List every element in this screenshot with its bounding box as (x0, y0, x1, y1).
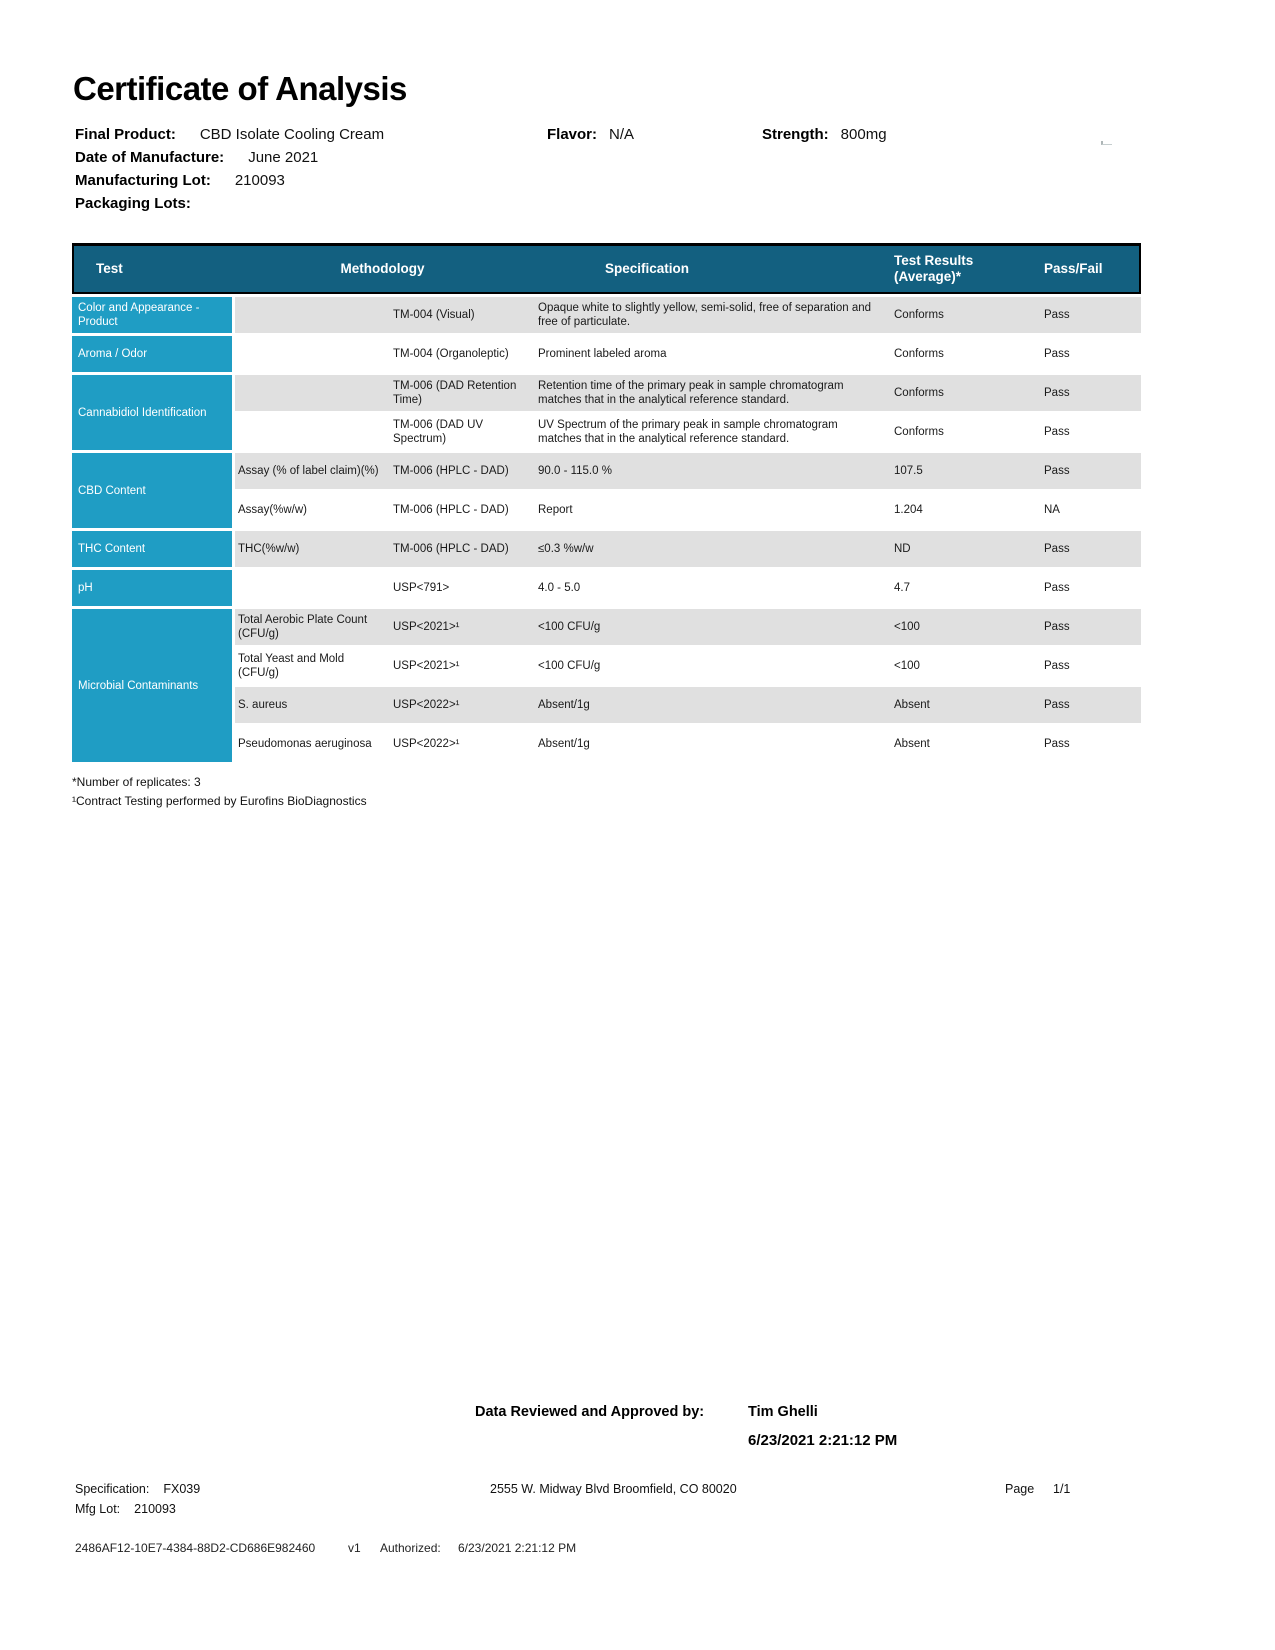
test-cell: Microbial Contaminants (72, 609, 235, 762)
test-cell: CBD Content (72, 453, 235, 528)
approval-datetime: 6/23/2021 2:21:12 PM (748, 1432, 898, 1449)
sub-test-cell (235, 375, 390, 411)
date-of-manufacture-label: Date of Manufacture: (75, 149, 225, 166)
sub-test-cell (235, 570, 390, 606)
spec-cell: Absent/1g (530, 687, 886, 723)
passfail-cell: NA (1038, 492, 1141, 528)
sub-test-cell (235, 336, 390, 372)
test-cell: Aroma / Odor (72, 336, 235, 372)
passfail-cell: Pass (1038, 531, 1141, 567)
passfail-cell: Pass (1038, 297, 1141, 333)
sub-test-cell (235, 297, 390, 333)
passfail-cell: Pass (1038, 375, 1141, 411)
passfail-cell: Pass (1038, 414, 1141, 450)
approval-label: Data Reviewed and Approved by: (475, 1404, 705, 1420)
result-cell: Absent (886, 726, 1038, 762)
method-cell: TM-004 (Visual) (390, 297, 530, 333)
result-cell: Conforms (886, 375, 1038, 411)
table-row (72, 570, 1141, 606)
flavor-value: N/A (609, 126, 635, 143)
test-cell: pH (72, 570, 235, 606)
method-cell: TM-006 (HPLC - DAD) (390, 492, 530, 528)
final-product-value: CBD Isolate Cooling Cream (199, 126, 385, 143)
header-pass-fail: Pass/Fail (1038, 243, 1141, 294)
authorized-datetime: 6/23/2021 2:21:12 PM (458, 1541, 577, 1555)
passfail-cell: Pass (1038, 648, 1141, 684)
spec-cell: Retention time of the primary peak in sample chromatogram matches that in the analytical reference standard. (530, 375, 886, 411)
spec-cell: <100 CFU/g (530, 648, 886, 684)
method-cell: USP<2021>¹ (390, 609, 530, 645)
footnotes (72, 773, 1141, 811)
manufacturing-lot-line (75, 172, 1195, 195)
method-cell: USP<2022>¹ (390, 687, 530, 723)
final-product-line (75, 126, 1195, 149)
sub-test-cell: THC(%w/w) (235, 531, 390, 567)
strength-label: Strength: (762, 126, 829, 143)
strength-pair (762, 126, 887, 143)
packaging-lots-line (75, 195, 1195, 218)
mfg-lot-value: 210093 (134, 1502, 176, 1516)
document-version: v1 (348, 1541, 361, 1555)
result-cell: Conforms (886, 414, 1038, 450)
packaging-lots-label: Packaging Lots: (75, 195, 191, 212)
sub-test-cell: Assay (% of label claim)(%) (235, 453, 390, 489)
method-cell: USP<2022>¹ (390, 726, 530, 762)
strength-value: 800mg (840, 126, 887, 143)
header-test: Test (72, 243, 235, 294)
result-cell: ND (886, 531, 1038, 567)
sub-test-cell (235, 414, 390, 450)
authorized-label: Authorized: (380, 1541, 441, 1555)
result-cell: 1.204 (886, 492, 1038, 528)
table-row (72, 531, 1141, 567)
method-cell: TM-004 (Organoleptic) (390, 336, 530, 372)
sub-test-cell: Assay(%w/w) (235, 492, 390, 528)
method-cell: TM-006 (HPLC - DAD) (390, 531, 530, 567)
result-cell: 107.5 (886, 453, 1038, 489)
footer-specification (75, 1482, 200, 1496)
results-table (72, 240, 1141, 765)
result-cell: Conforms (886, 336, 1038, 372)
test-cell: Cannabidiol Identification (72, 375, 235, 450)
header-specification: Specification (530, 243, 886, 294)
final-product-label: Final Product: (75, 126, 176, 143)
flavor-pair (547, 126, 634, 143)
result-cell: Absent (886, 687, 1038, 723)
footnote-contract-testing: ¹Contract Testing performed by Eurofins BioDiagnostics (72, 794, 367, 808)
page-title: Certificate of Analysis (73, 70, 407, 107)
sub-test-cell: Total Yeast and Mold (CFU/g) (235, 648, 390, 684)
result-cell: <100 (886, 648, 1038, 684)
spec-cell: Opaque white to slightly yellow, semi-solid, free of separation and free of particulate. (530, 297, 886, 333)
passfail-cell: Pass (1038, 570, 1141, 606)
spec-cell: ≤0.3 %w/w (530, 531, 886, 567)
test-cell: Color and Appearance - Product (72, 297, 235, 333)
manufacturing-lot-value: 210093 (234, 172, 285, 189)
document-id: 2486AF12-10E7-4384-88D2-CD686E982460 (75, 1541, 316, 1555)
result-cell: <100 (886, 609, 1038, 645)
spec-cell: Prominent labeled aroma (530, 336, 886, 372)
header-methodology: Methodology (235, 243, 530, 294)
passfail-cell: Pass (1038, 609, 1141, 645)
passfail-cell: Pass (1038, 687, 1141, 723)
table-row (72, 375, 1141, 411)
specification-label: Specification: (75, 1482, 150, 1496)
spec-cell: Report (530, 492, 886, 528)
method-cell: TM-006 (DAD Retention Time) (390, 375, 530, 411)
date-of-manufacture-value: June 2021 (248, 149, 319, 166)
specification-value: FX039 (163, 1482, 201, 1496)
date-of-manufacture-line (75, 149, 1195, 172)
header-test-results: Test Results (Average)* (886, 243, 1038, 294)
sub-test-cell: Pseudomonas aeruginosa (235, 726, 390, 762)
table-header-row (72, 243, 1141, 294)
result-cell: 4.7 (886, 570, 1038, 606)
table-row (72, 453, 1141, 489)
product-info (75, 126, 1195, 218)
spec-cell: <100 CFU/g (530, 609, 886, 645)
flavor-label: Flavor: (547, 126, 598, 143)
results-section (72, 240, 1141, 811)
passfail-cell: Pass (1038, 336, 1141, 372)
company-address: 2555 W. Midway Blvd Broomfield, CO 80020 (490, 1482, 737, 1496)
approver-name: Tim Ghelli (748, 1404, 818, 1420)
result-cell: Conforms (886, 297, 1038, 333)
passfail-cell: Pass (1038, 726, 1141, 762)
table-row (72, 297, 1141, 333)
sub-test-cell: S. aureus (235, 687, 390, 723)
page-number: 1/1 (1053, 1482, 1071, 1496)
passfail-cell: Pass (1038, 453, 1141, 489)
test-cell: THC Content (72, 531, 235, 567)
spec-cell: Absent/1g (530, 726, 886, 762)
spec-cell: 90.0 - 115.0 % (530, 453, 886, 489)
manufacturing-lot-label: Manufacturing Lot: (75, 172, 211, 189)
page-label: Page (1005, 1482, 1035, 1496)
method-cell: TM-006 (DAD UV Spectrum) (390, 414, 530, 450)
spec-cell: 4.0 - 5.0 (530, 570, 886, 606)
method-cell: USP<2021>¹ (390, 648, 530, 684)
footer-mfg-lot (75, 1502, 176, 1516)
mfg-lot-label: Mfg Lot: (75, 1502, 121, 1516)
table-row (72, 609, 1141, 645)
table-row (72, 336, 1141, 372)
method-cell: USP<791> (390, 570, 530, 606)
method-cell: TM-006 (HPLC - DAD) (390, 453, 530, 489)
spec-cell: UV Spectrum of the primary peak in sample chromatogram matches that in the analytical reference standard. (530, 414, 886, 450)
footnote-replicates: *Number of replicates: 3 (72, 775, 201, 789)
sub-test-cell: Total Aerobic Plate Count (CFU/g) (235, 609, 390, 645)
